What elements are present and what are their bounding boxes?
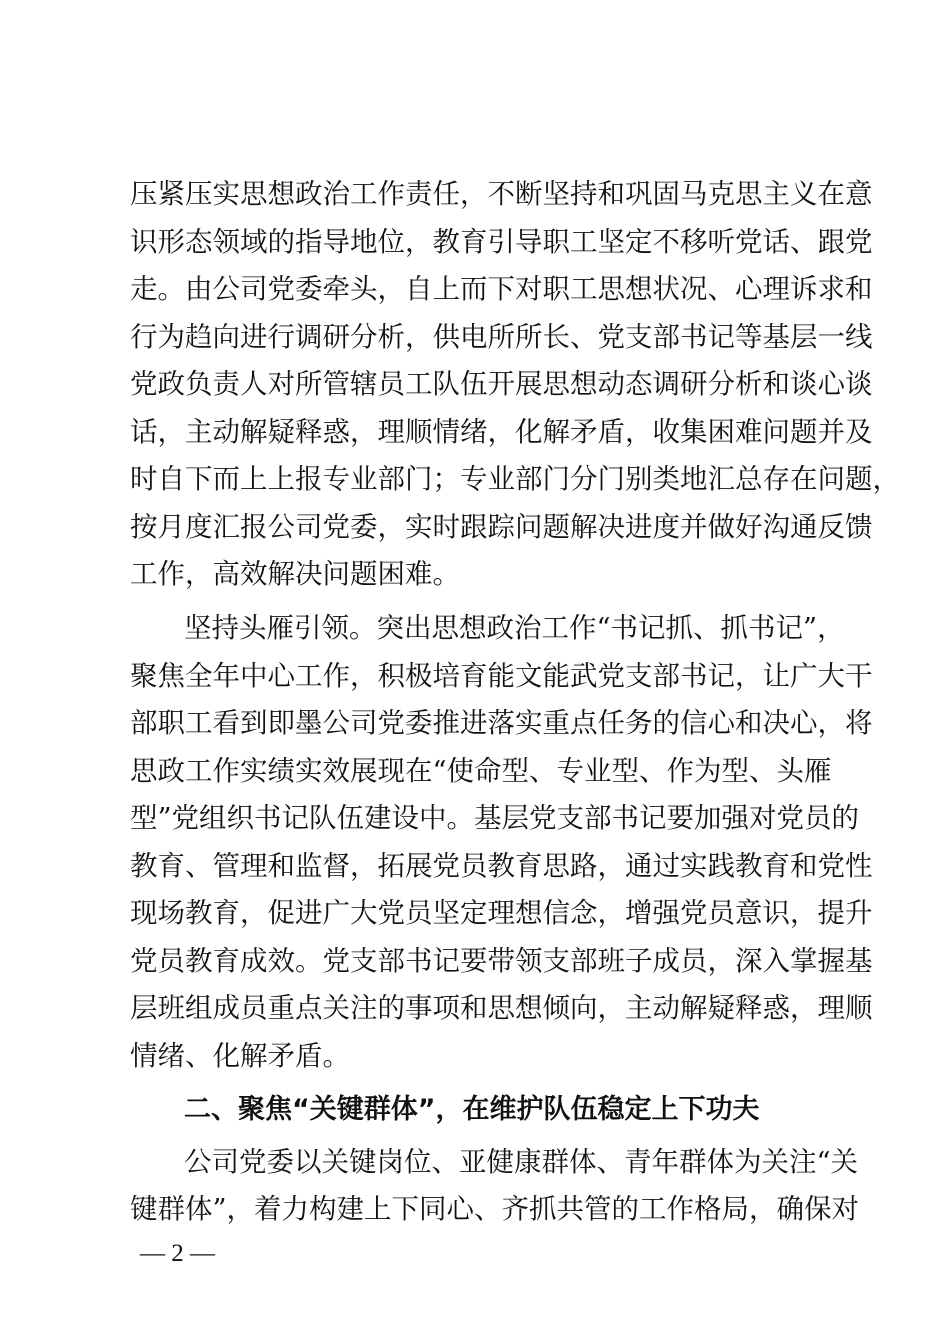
paragraph-1-line-7: 时自下而上上报专业部门；专业部门分门别类地汇总存在问题，	[130, 463, 900, 495]
paragraph-3-line-2: 键群体”，着力构建上下同心、齐抓共管的工作格局，确保对	[130, 1193, 860, 1225]
paragraph-2-line-9: 层班组成员重点关注的事项和思想倾向，主动解疑释惑，理顺	[130, 992, 873, 1024]
paragraph-2-line-10: 情绪、化解矛盾。	[130, 1040, 350, 1072]
paragraph-2-line-1: 坚持头雁引领。突出思想政治工作“书记抓、抓书记”，	[184, 612, 845, 644]
paragraph-1-line-6: 话，主动解疑释惑，理顺情绪，化解矛盾，收集困难问题并及	[130, 416, 873, 448]
paragraph-1-line-5: 党政负责人对所管辖员工队伍开展思想动态调研分析和谈心谈	[130, 368, 873, 400]
paragraph-3-line-1: 公司党委以关键岗位、亚健康群体、青年群体为关注“关	[184, 1146, 859, 1178]
paragraph-1-line-1: 压紧压实思想政治工作责任，不断坚持和巩固马克思主义在意	[130, 178, 873, 210]
paragraph-2-line-2: 聚焦全年中心工作，积极培育能文能武党支部书记，让广大干	[130, 660, 873, 692]
paragraph-2-line-4: 思政工作实绩实效展现在“使命型、专业型、作为型、头雁	[130, 755, 832, 787]
paragraph-2-line-5: 型”党组织书记队伍建设中。基层党支部书记要加强对党员的	[130, 802, 860, 834]
paragraph-2-line-8: 党员教育成效。党支部书记要带领支部班子成员，深入掌握基	[130, 945, 873, 977]
page-number: — 2 —	[140, 1240, 215, 1267]
section-heading: 二、聚焦“关键群体”，在维护队伍稳定上下功夫	[184, 1094, 760, 1125]
paragraph-1-line-2: 识形态领域的指导地位，教育引导职工坚定不移听党话、跟党	[130, 226, 873, 258]
paragraph-1-line-8: 按月度汇报公司党委，实时跟踪问题解决进度并做好沟通反馈	[130, 511, 873, 543]
paragraph-1-line-9: 工作，高效解决问题困难。	[130, 558, 460, 590]
paragraph-1-line-4: 行为趋向进行调研分析，供电所所长、党支部书记等基层一线	[130, 321, 873, 353]
paragraph-2-line-7: 现场教育，促进广大党员坚定理想信念，增强党员意识，提升	[130, 897, 873, 929]
paragraph-1-line-3: 走。由公司党委牵头，自上而下对职工思想状况、心理诉求和	[130, 273, 873, 305]
paragraph-2-line-3: 部职工看到即墨公司党委推进落实重点任务的信心和决心，将	[130, 707, 873, 739]
paragraph-2-line-6: 教育、管理和监督，拓展党员教育思路，通过实践教育和党性	[130, 850, 873, 882]
